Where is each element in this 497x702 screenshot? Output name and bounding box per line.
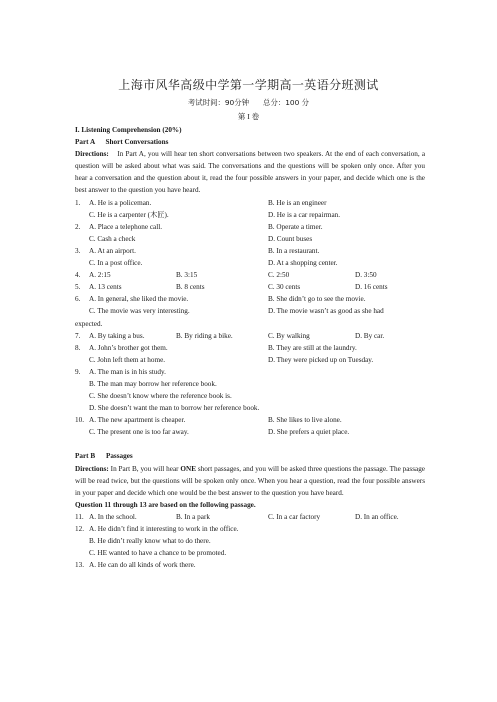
question-number: 9.	[75, 367, 81, 376]
question-6-cont	[75, 318, 425, 330]
option-b: B. He didn’t really know what to do there.	[89, 537, 211, 546]
option-a: A. He can do all kinds of work there.	[89, 561, 196, 570]
question-number: 8.	[75, 343, 81, 352]
question-2	[75, 221, 425, 233]
question-number: 13.	[75, 561, 84, 570]
option-c: C. In a post office.	[89, 259, 143, 268]
directions-text: In Part A, you will hear ten short conversations between two speakers. At the end of each conversation, a question will be asked about what was said. The conversations and the questions will be spoken only once. After you hear a conversation and the question about it, read the four possible answers in your paper, and decide which one is the best answer to the question you have heard.	[75, 150, 426, 195]
question-number: 6.	[75, 295, 81, 304]
option-b: B. 8 cents	[176, 283, 205, 292]
directions-text-pre: In Part B, you will hear	[108, 464, 181, 473]
question-6-cd	[75, 305, 425, 317]
question-number: 3.	[75, 246, 81, 255]
question-12-c	[75, 547, 425, 559]
option-b: B. Operate a timer.	[268, 222, 323, 231]
option-d: D. 3:50	[355, 271, 377, 280]
option-c: C. In a car factory	[268, 512, 321, 521]
option-c: C. John left them at home.	[89, 355, 166, 364]
exam-meta	[0, 97, 497, 108]
option-d: D. 16 cents	[355, 283, 388, 292]
option-c: C. She doesn’t know where the reference book is.	[89, 392, 232, 401]
option-b: B. He is an engineer	[268, 198, 327, 207]
option-b: B. In a park	[176, 512, 210, 521]
question-9-b	[75, 378, 425, 390]
option-d: D. He is a car repairman.	[268, 210, 341, 219]
question-12	[75, 523, 425, 535]
question-number: 7.	[75, 331, 81, 340]
option-c: C. The movie was very interesting.	[89, 307, 190, 316]
part-b-heading: Part B Passages	[75, 452, 133, 461]
question-7	[75, 330, 425, 342]
question-12-b	[75, 535, 425, 547]
option-c: C. 30 cents	[268, 283, 301, 292]
question-number: 11.	[75, 512, 84, 521]
part-a-heading: Part A Short Conversations	[75, 138, 169, 147]
question-5	[75, 281, 425, 293]
option-a: A. In general, she liked the movie.	[89, 295, 189, 304]
question-3	[75, 245, 425, 257]
exam-time: 考试时间：90分钟	[187, 98, 250, 107]
option-a: A. By taking a bus.	[89, 331, 145, 340]
option-c: C. The present one is too far away.	[89, 428, 189, 437]
option-d: D. She prefers a quiet place.	[268, 428, 350, 437]
option-c: C. HE wanted to have a chance to be promoted.	[89, 549, 227, 558]
option-a: A. 13 cents	[89, 283, 122, 292]
question-number: 2.	[75, 222, 81, 231]
option-b: B. She likes to live alone.	[268, 416, 342, 425]
option-d: D. In an office.	[355, 512, 399, 521]
option-a: A. The new apartment is cheaper.	[89, 416, 186, 425]
question-8	[75, 342, 425, 354]
option-b: B. By riding a bike.	[176, 331, 233, 340]
option-d: D. Count buses	[268, 234, 313, 243]
option-b: B. 3:15	[176, 271, 198, 280]
question-9-d	[75, 402, 425, 414]
option-b: B. She didn’t go to see the movie.	[268, 295, 366, 304]
question-number: 12.	[75, 525, 84, 533]
question-1-cd	[75, 209, 425, 221]
question-10	[75, 414, 425, 426]
option-a: A. At an airport.	[89, 246, 136, 255]
option-b: B. They are still at the laundry.	[268, 343, 357, 352]
option-d: D. At a shopping center.	[268, 259, 338, 268]
exam-score: 总分：100 分	[263, 98, 310, 107]
option-b: B. The man may borrow her reference book.	[89, 379, 217, 388]
option-d-continued: expected.	[75, 319, 103, 328]
option-d: D. The movie wasn’t as good as she had	[268, 307, 384, 316]
question-8-cd	[75, 354, 425, 366]
question-9	[75, 366, 425, 378]
directions-text-post: short passages, and you will be asked three questions the passage. The passage will be read twice, but the questions will be spoken only once. When you hear a question, read the four possible answers in your paper and decide which one would be the best answer to the question you have heard.	[75, 464, 425, 497]
option-b: B. In a restaurant.	[268, 246, 320, 255]
exam-title: 上海市风华高级中学第一学期高一英语分班测试	[118, 78, 379, 92]
option-a: A. John’s brother got them.	[89, 343, 168, 352]
question-13	[75, 559, 425, 571]
question-number: 4.	[75, 271, 81, 280]
option-a: A. He is a policeman.	[89, 198, 152, 207]
option-c: C. He is a carpenter (木匠).	[89, 210, 169, 219]
exam-body	[75, 124, 425, 571]
volume-label: 第 I 卷	[237, 112, 260, 121]
question-number: 1.	[75, 198, 81, 207]
option-a: A. He didn’t find it interesting to work in the office.	[89, 525, 239, 533]
question-2-cd	[75, 233, 425, 245]
option-a: A. 2:15	[89, 271, 111, 280]
question-number: 10.	[75, 416, 84, 425]
directions-emphasis: ONE	[180, 464, 196, 473]
option-a: A. Place a telephone call.	[89, 222, 163, 231]
option-d: D. They were picked up on Tuesday.	[268, 355, 374, 364]
question-number: 5.	[75, 283, 81, 292]
directions-label: Directions:	[75, 150, 109, 159]
question-3-cd	[75, 257, 425, 269]
question-9-c	[75, 390, 425, 402]
question-10-cd	[75, 426, 425, 438]
part-b-directions	[75, 463, 425, 499]
option-a: A. In the school.	[89, 512, 137, 521]
question-11	[75, 511, 425, 523]
section-heading: I. Listening Comprehension (20%)	[75, 126, 182, 134]
option-c: C. Cash a check	[89, 234, 136, 243]
question-1	[75, 197, 425, 209]
question-6	[75, 293, 425, 305]
option-d: D. She doesn’t want the man to borrow her reference book.	[89, 404, 260, 413]
option-c: C. By walking	[268, 331, 310, 340]
question-4	[75, 269, 425, 281]
directions-label: Directions:	[75, 464, 109, 473]
part-a-directions	[75, 148, 425, 196]
option-a: A. The man is in his study.	[89, 367, 166, 376]
passage-intro: Question 11 through 13 are based on the following passage.	[75, 500, 256, 509]
option-d: D. By car.	[355, 331, 385, 340]
option-c: C. 2:50	[268, 271, 290, 280]
